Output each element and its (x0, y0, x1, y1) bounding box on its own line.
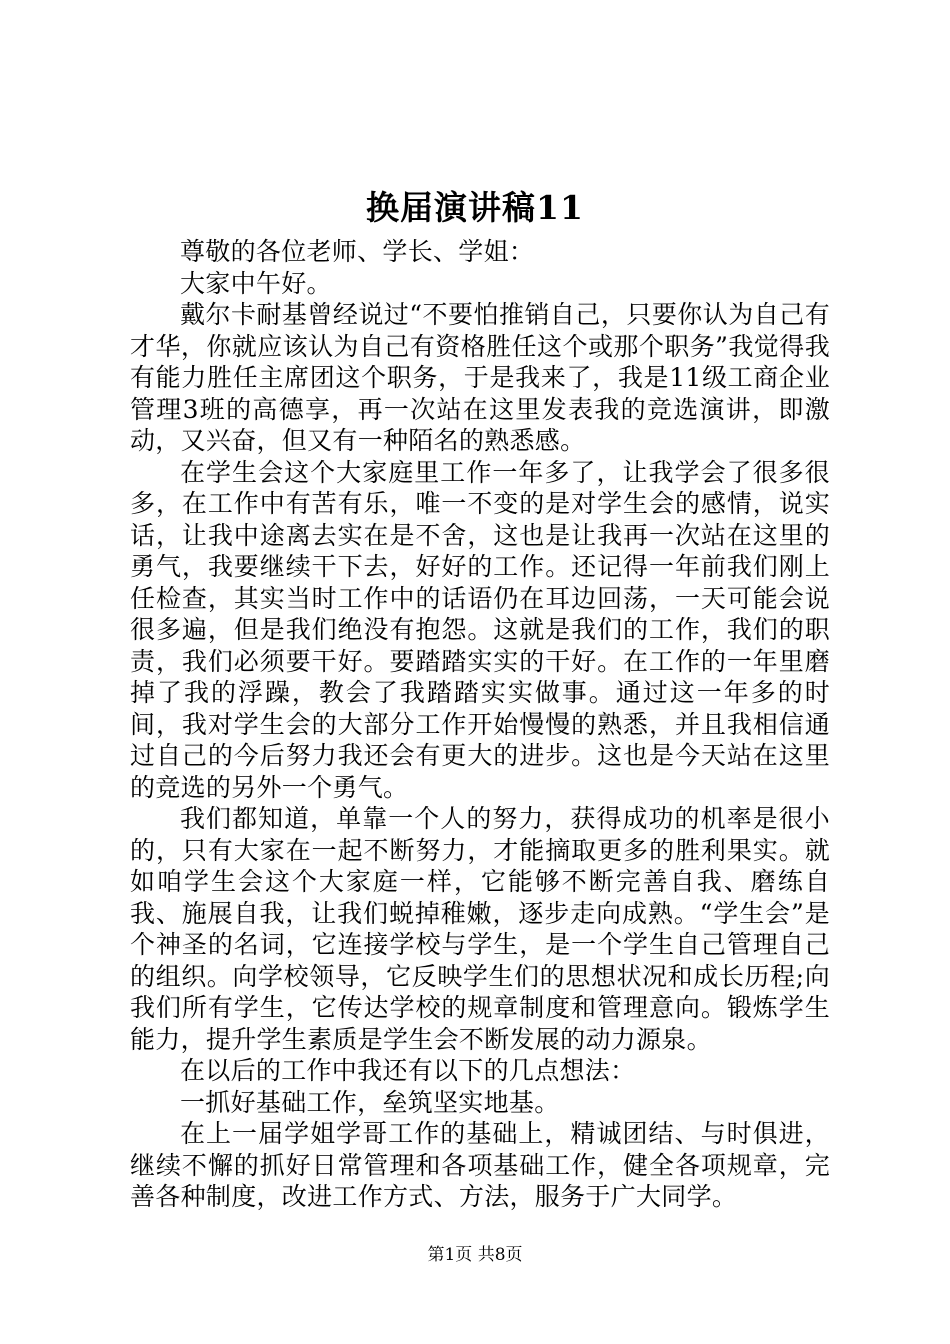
section-heading-paragraph: 一抓好基础工作，垒筑坚实地基。 (180, 1087, 560, 1117)
body-paragraph: 在上一届学姐学哥工作的基础上，精诚团结、与时俱进，继续不懈的抓好日常管理和各项基础工作，健全各项规章，完善各种制度，改进工作方式、方法，服务于广大同学。 (130, 1119, 830, 1211)
body-paragraph: 戴尔卡耐基曾经说过“不要怕推销自己，只要你认为自己有才华，你就应该认为自己有资格胜任这个或那个职务”我觉得我有能力胜任主席团这个职务，于是我来了，我是11级工商企业管理3班的高德享，再一次站在这里发表我的竞选演讲，即激动，又兴奋，但又有一种陌名的熟悉感。 (130, 300, 830, 455)
page-number-footer: 第1页 共8页 (427, 1245, 523, 1265)
body-paragraph: 我们都知道，单靠一个人的努力，获得成功的机率是很小的，只有大家在一起不断努力，才能摘取更多的胜利果实。就如咱学生会这个大家庭一样，它能够不断完善自我、磨练自我、施展自我，让我们蜕掉稚嫩，逐步走向成熟。“学生会”是个神圣的名词，它连接学校与学生，是一个学生自己管理自己的组织。向学校领导，它反映学生们的思想状况和成长历程;向我们所有学生，它传达学校的规章制度和管理意向。锻炼学生能力，提升学生素质是学生会不断发展的动力源泉。 (130, 804, 830, 1054)
salutation-paragraph: 大家中午好。 (180, 268, 332, 298)
greeting-paragraph: 尊敬的各位老师、学长、学姐： (180, 237, 535, 266)
body-paragraph: 在学生会这个大家庭里工作一年多了，让我学会了很多很多，在工作中有苦有乐，唯一不变的是对学生会的感情，说实话，让我中途离去实在是不舍，这也是让我再一次站在这里的勇气，我要继续干下去，好好的工作。还记得一年前我们刚上任检查，其实当时工作中的话语仍在耳边回荡，一天可能会说很多遍，但是我们绝没有抱怨。这就是我们的工作，我们的职责，我们必须要干好。要踏踏实实的干好。在工作的一年里磨掉了我的浮躁，教会了我踏踏实实做事。通过这一年多的时间，我对学生会的大部分工作开始慢慢的熟悉，并且我相信通过自己的今后努力我还会有更大的进步。这也是今天站在这里的竞选的另外一个勇气。 (130, 457, 830, 802)
document-body (130, 236, 830, 1213)
body-paragraph: 在以后的工作中我还有以下的几点想法： (180, 1056, 636, 1085)
document-title: 换届演讲稿11 (366, 188, 584, 227)
